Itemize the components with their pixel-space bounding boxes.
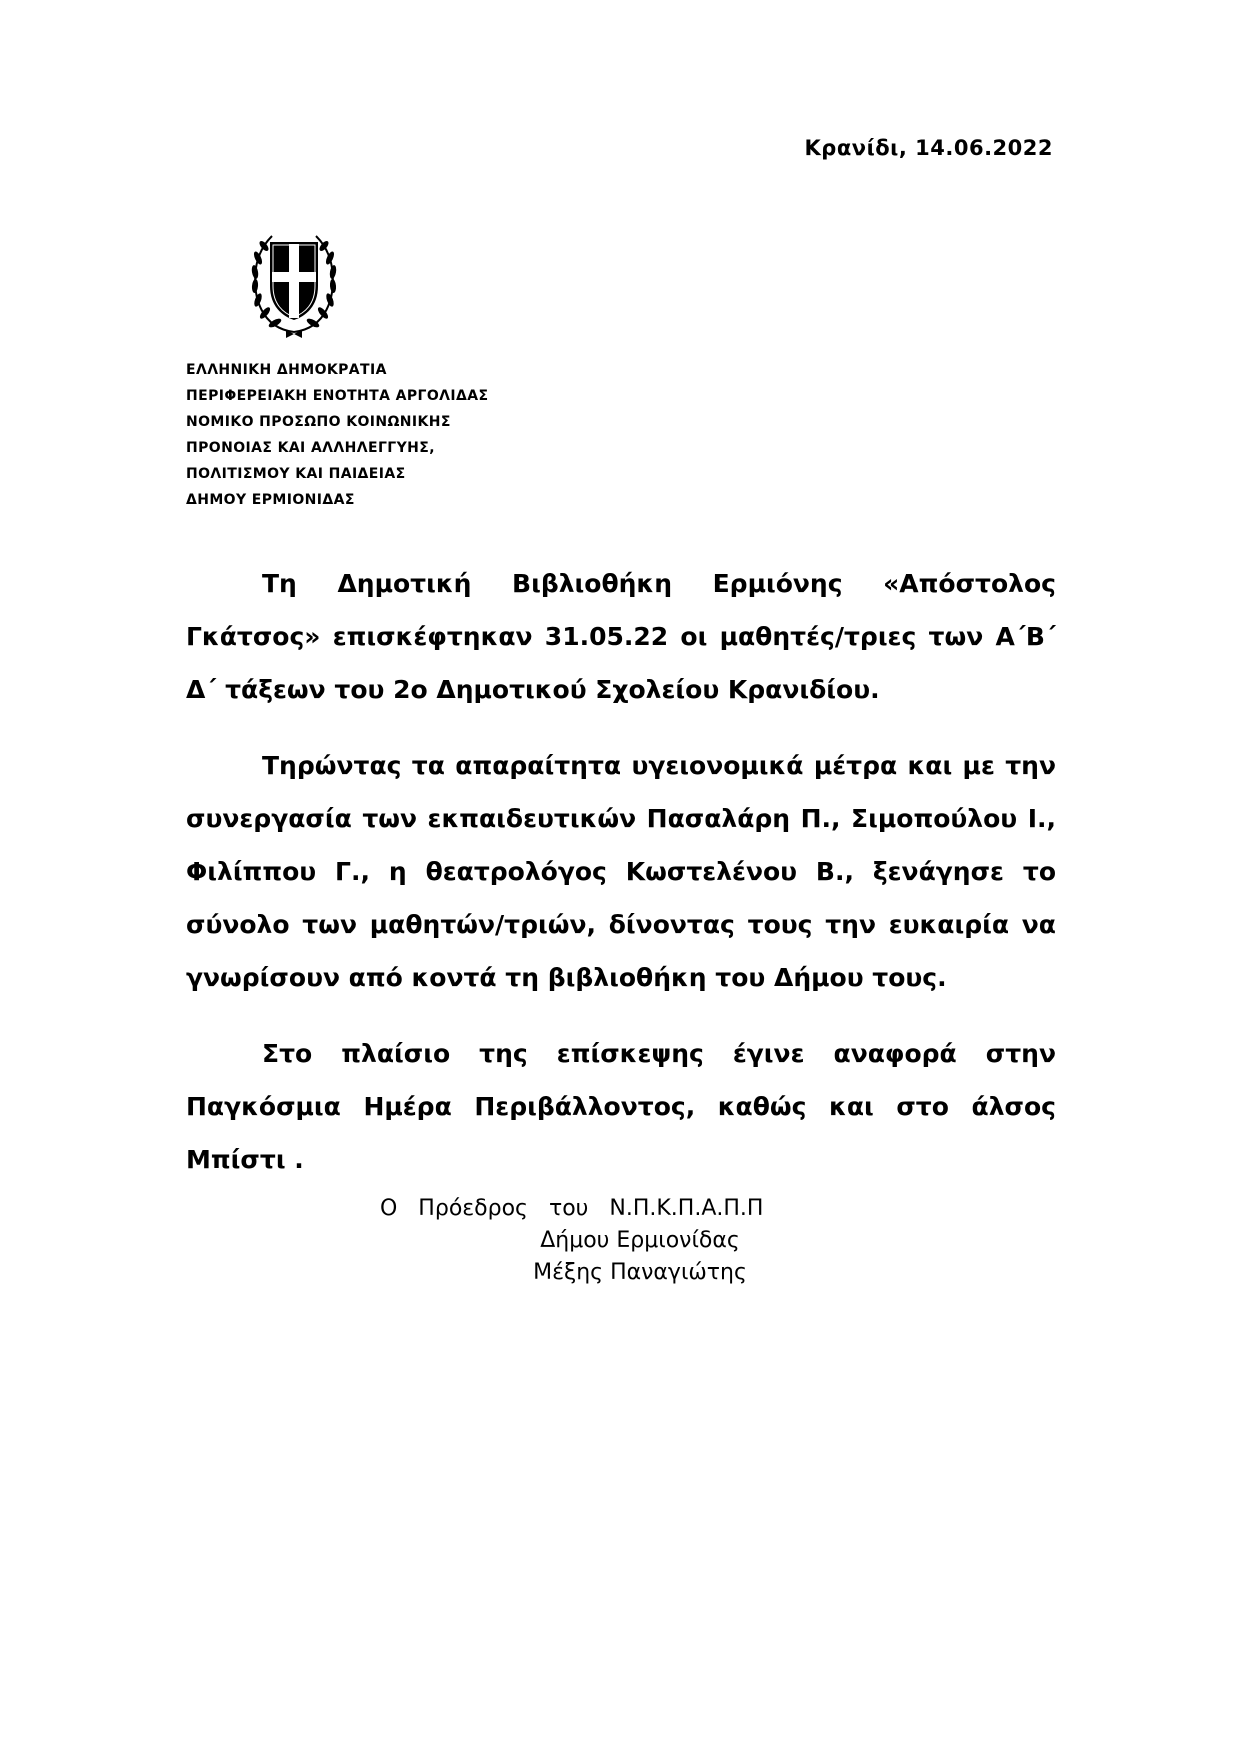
signatory-title: Ο Πρόεδρος του Ν.Π.Κ.Π.Α.Π.Π bbox=[380, 1196, 764, 1221]
signatory-municipality: Δήμου Ερμιονίδας bbox=[540, 1228, 740, 1253]
document-body bbox=[186, 557, 1056, 1209]
signatory-name: Μέξης Παναγιώτης bbox=[533, 1260, 747, 1285]
body-paragraph: Τηρώντας τα απαραίτητα υγειονομικά μέτρα και με την συνεργασία των εκπαιδευτικών Πασαλάρη Π., Σιμοπούλου Ι., Φιλίππου Γ., η θεατρολόγος Κωστελένου Β., ξενάγησε το σύνολο των μαθητών/τριών, δίνοντας τους την ευκαιρία να γνωρίσουν από κοντά τη βιβλιοθήκη του Δήμου τους. bbox=[186, 751, 1056, 992]
document-date: Κρανίδι, 14.06.2022 bbox=[804, 136, 1053, 160]
authority-line: ΔΗΜΟΥ ΕΡΜΙΟΝΙΔΑΣ bbox=[186, 492, 355, 508]
authority-line: ΠΕΡΙΦΕΡΕΙΑΚΗ ΕΝΟΤΗΤΑ ΑΡΓΟΛΙΔΑΣ bbox=[186, 388, 489, 404]
authority-line: ΠΟΛΙΤΙΣΜΟΥ ΚΑΙ ΠΑΙΔΕΙΑΣ bbox=[186, 466, 406, 482]
hellenic-coat-of-arms-icon bbox=[248, 228, 340, 340]
authority-line: ΝΟΜΙΚΟ ΠΡΟΣΩΠΟ ΚΟΙΝΩΝΙΚΗΣ bbox=[186, 414, 451, 430]
signature-block bbox=[380, 1193, 900, 1289]
authority-line: ΕΛΛΗΝΙΚΗ ΔΗΜΟΚΡΑΤΙΑ bbox=[186, 362, 387, 378]
authority-line: ΠΡΟΝΟΙΑΣ ΚΑΙ ΑΛΛΗΛΕΓΓΥΗΣ, bbox=[186, 440, 435, 456]
issuing-authority-header bbox=[186, 357, 586, 513]
body-paragraph: Στο πλαίσιο της επίσκεψης έγινε αναφορά στην Παγκόσμια Ημέρα Περιβάλλοντος, καθώς και στο άλσος Μπίστι . bbox=[186, 1039, 1056, 1174]
body-paragraph: Τη Δημοτική Βιβλιοθήκη Ερμιόνης «Απόστολος Γκάτσος» επισκέφτηκαν 31.05.22 οι μαθητές/τριες των Α΄Β΄ Δ΄ τάξεων του 2ο Δημοτικού Σχολείου Κρανιδίου. bbox=[186, 569, 1056, 704]
